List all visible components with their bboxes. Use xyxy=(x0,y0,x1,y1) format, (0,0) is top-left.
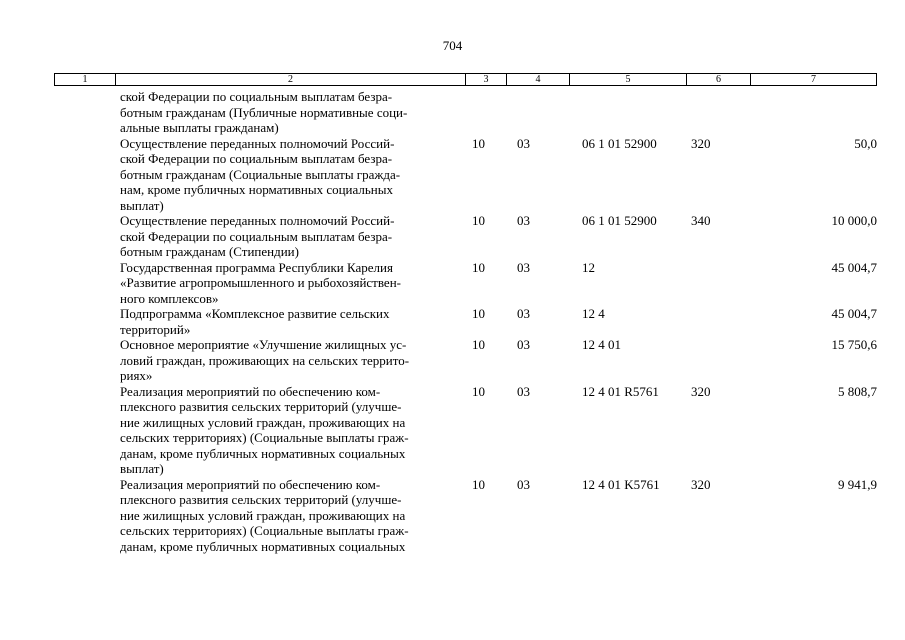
subsection-code: 03 xyxy=(517,259,530,275)
description-line: ской Федерации по социальным выплатам безра- xyxy=(120,228,393,244)
amount: 5 808,7 xyxy=(838,383,877,399)
description-line: ние жилищных условий граждан, проживающих на xyxy=(120,414,406,430)
section-code: 10 xyxy=(472,306,485,321)
description-line: территорий» xyxy=(120,321,191,337)
expense-type-code: 320 xyxy=(691,383,711,399)
description-line: плексного развития сельских территорий (улучше- xyxy=(120,399,402,414)
row-description xyxy=(120,384,460,477)
description-line: выплат) xyxy=(120,461,164,476)
column-header: 4 xyxy=(507,74,570,85)
row-description xyxy=(120,213,460,260)
column-header: 2 xyxy=(116,74,466,85)
description-line: Реализация мероприятий по обеспечению ком- xyxy=(120,476,381,492)
column-header: 7 xyxy=(811,74,816,85)
target-article-code: 12 4 01 K5761 xyxy=(582,476,660,492)
description-line: данам, кроме публичных нормативных социальных xyxy=(120,445,406,461)
row-description xyxy=(120,306,460,337)
description-line: Осуществление переданных полномочий Россий- xyxy=(120,135,395,151)
column-header: 6 xyxy=(687,74,751,85)
page-number: 704 xyxy=(442,38,463,53)
description-line: Основное мероприятие «Улучшение жилищных ус- xyxy=(120,337,407,352)
subsection-code: 03 xyxy=(517,306,530,321)
section-code: 10 xyxy=(472,259,485,275)
description-line: ботным гражданам (Стипендии) xyxy=(120,244,299,259)
description-line: нам, кроме публичных нормативных социальных xyxy=(120,182,393,197)
table-row xyxy=(0,136,905,214)
amount: 15 750,6 xyxy=(831,337,877,352)
description-line: Подпрограмма «Комплексное развитие сельских xyxy=(120,306,390,321)
section-code: 10 xyxy=(472,213,485,228)
amount: 45 004,7 xyxy=(831,259,877,275)
description-line: ние жилищных условий граждан, проживающих на xyxy=(120,507,406,523)
target-article-code: 06 1 01 52900 xyxy=(582,135,657,151)
description-line: «Развитие агропромышленного и рыбохозяйствен- xyxy=(120,275,401,290)
section-code: 10 xyxy=(472,383,485,399)
subsection-code: 03 xyxy=(517,213,530,228)
column-header: 5 xyxy=(570,74,687,85)
description-line: ботным гражданам (Социальные выплаты гражда- xyxy=(120,166,401,182)
description-line: выплат) xyxy=(120,197,164,213)
table-row xyxy=(0,260,905,307)
description-line: альные выплаты гражданам) xyxy=(120,120,279,135)
description-line: ской Федерации по социальным выплатам безра- xyxy=(120,89,393,104)
section-code: 10 xyxy=(472,135,485,151)
target-article-code: 12 4 01 xyxy=(582,337,621,352)
subsection-code: 03 xyxy=(517,383,530,399)
expense-type-code: 320 xyxy=(691,476,711,492)
subsection-code: 03 xyxy=(517,135,530,151)
amount: 10 000,0 xyxy=(831,213,877,228)
row-description xyxy=(120,136,460,214)
description-line: Реализация мероприятий по обеспечению ком- xyxy=(120,383,381,399)
description-line: ботным гражданам (Публичные нормативные соци- xyxy=(120,104,408,120)
table-row xyxy=(0,384,905,477)
description-line: сельских территориях) (Социальные выплаты граж- xyxy=(120,430,409,445)
description-line: данам, кроме публичных нормативных социальных xyxy=(120,538,406,554)
section-code: 10 xyxy=(472,476,485,492)
description-line: ного комплексов» xyxy=(120,290,219,306)
section-code: 10 xyxy=(472,337,485,352)
description-line: сельских территориях) (Социальные выплаты граж- xyxy=(120,523,409,538)
expense-type-code: 340 xyxy=(691,213,711,228)
table-row xyxy=(0,213,905,260)
amount: 9 941,9 xyxy=(838,476,877,492)
target-article-code: 12 4 01 R5761 xyxy=(582,383,659,399)
expense-type-code: 320 xyxy=(691,135,711,151)
row-description xyxy=(120,477,460,555)
amount: 50,0 xyxy=(854,135,877,151)
target-article-code: 06 1 01 52900 xyxy=(582,213,657,228)
table-header xyxy=(54,73,877,86)
target-article-code: 12 4 xyxy=(582,306,605,321)
row-description xyxy=(120,337,460,384)
column-header: 1 xyxy=(55,74,116,85)
table-row xyxy=(0,477,905,555)
description-line: риях» xyxy=(120,368,153,383)
row-description xyxy=(120,260,460,307)
row-description xyxy=(120,89,460,136)
description-line: Осуществление переданных полномочий Россий- xyxy=(120,213,395,228)
target-article-code: 12 xyxy=(582,259,595,275)
description-line: плексного развития сельских территорий (улучше- xyxy=(120,492,402,507)
table-row xyxy=(0,337,905,384)
table-body xyxy=(0,89,905,554)
subsection-code: 03 xyxy=(517,476,530,492)
description-line: Государственная программа Республики Карелия xyxy=(120,259,393,275)
description-line: ловий граждан, проживающих на сельских террито- xyxy=(120,352,410,368)
column-header: 3 xyxy=(466,74,507,85)
table-row xyxy=(0,89,905,136)
amount: 45 004,7 xyxy=(831,306,877,321)
subsection-code: 03 xyxy=(517,337,530,352)
description-line: ской Федерации по социальным выплатам безра- xyxy=(120,151,393,166)
table-row xyxy=(0,306,905,337)
